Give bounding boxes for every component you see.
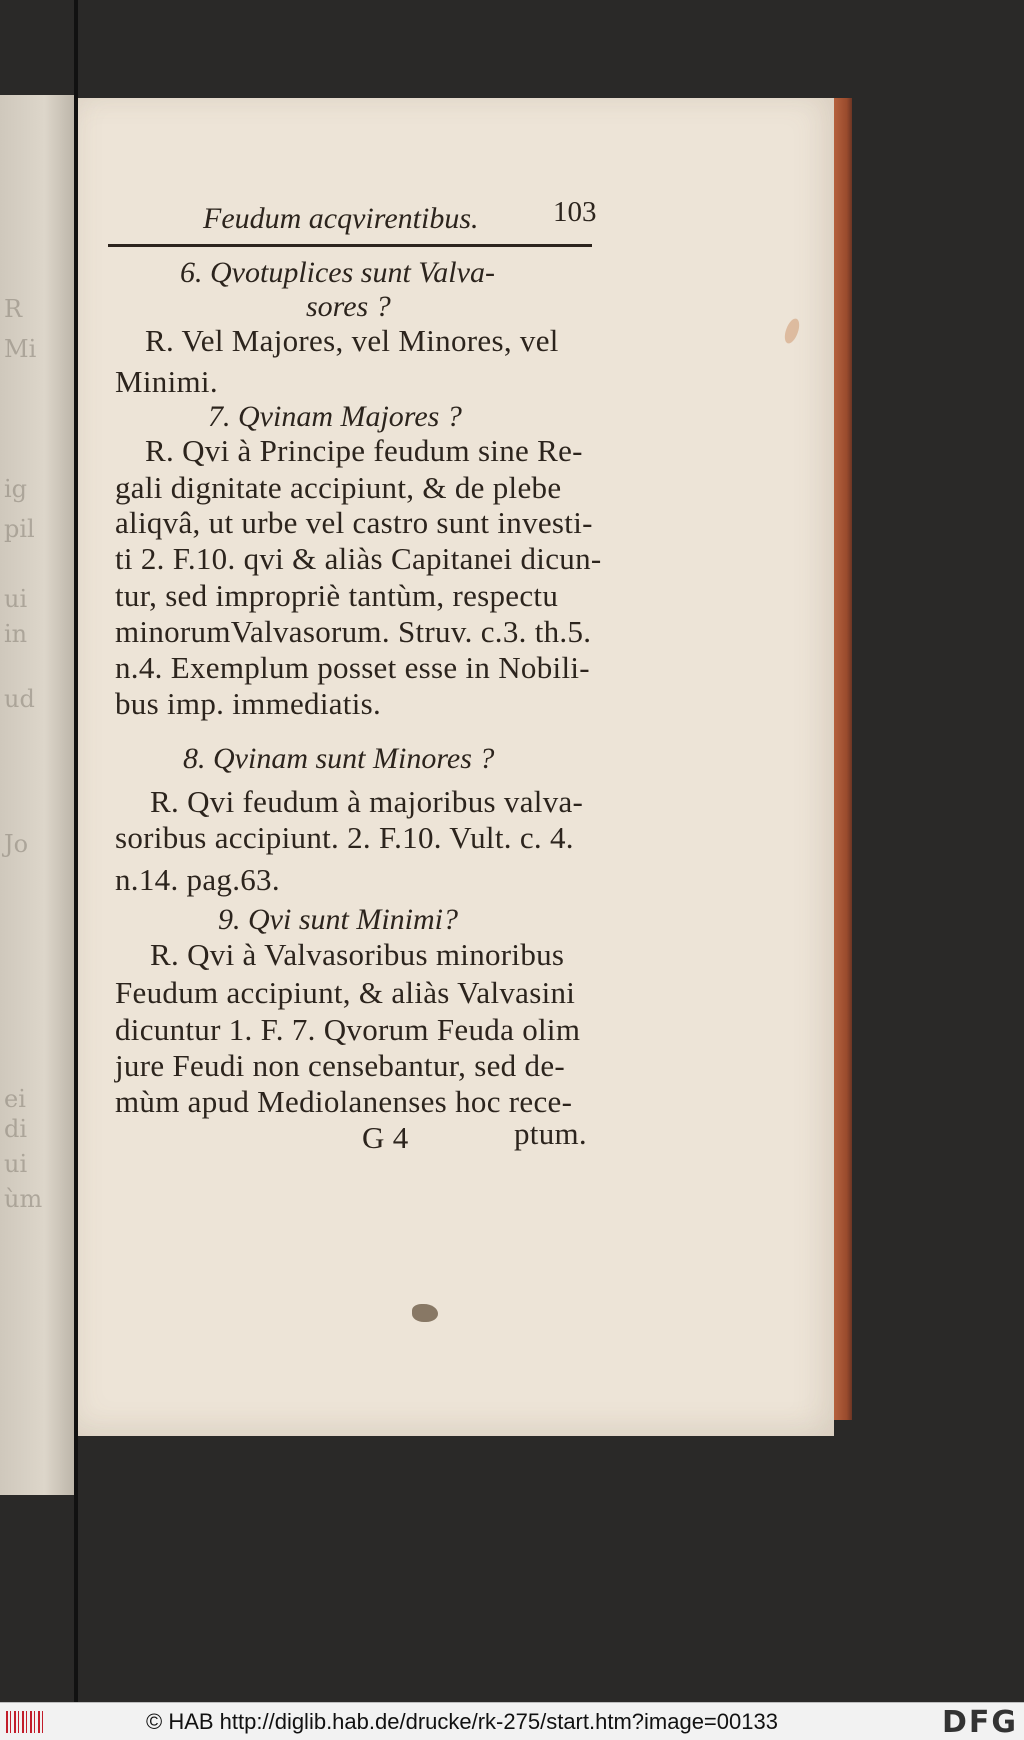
ink-smudge [412, 1304, 438, 1322]
dfg-logo: DFG [941, 1705, 1018, 1740]
ghost-text: di [4, 1115, 28, 1143]
red-page-edge [834, 98, 852, 1420]
signature-mark: G 4 [362, 1120, 409, 1155]
running-head: Feudum acqvirentibus. [203, 202, 479, 235]
text-line: bus imp. immediatis. [115, 686, 382, 721]
header-rule [108, 244, 592, 247]
question-9: 9. Qvi sunt Minimi? [218, 903, 458, 936]
text-line: jure Feudi non censebantur, sed de- [115, 1048, 566, 1083]
ghost-text: ei [4, 1085, 26, 1113]
text-line: R. Qvi feudum à majoribus valva- [150, 784, 584, 819]
text-line: ti 2. F.10. qvi & aliàs Capitanei dicun- [115, 541, 602, 576]
ghost-text: ùm [4, 1185, 43, 1213]
text-line: R. Vel Majores, vel Minores, vel [145, 323, 559, 358]
ghost-text: Jo [4, 830, 29, 858]
text-line: R. Qvi à Principe feudum sine Re- [145, 433, 583, 468]
text-line: tur, sed impropriè tantùm, respectu [115, 578, 559, 613]
ghost-text: pil [4, 515, 35, 543]
text-line: aliqvâ, ut urbe vel castro sunt investi- [115, 505, 593, 540]
text-line: mùm apud Mediolanenses hoc rece- [115, 1084, 573, 1119]
ghost-text: ui [4, 585, 28, 613]
ghost-text: Mi [4, 335, 37, 363]
page-number: 103 [553, 196, 597, 228]
ghost-text: in [4, 620, 28, 648]
question-8: 8. Qvinam sunt Minores ? [183, 742, 495, 775]
previous-page-edge [0, 95, 74, 1495]
ghost-text: ui [4, 1150, 28, 1178]
ghost-text: R [4, 295, 23, 323]
text-line: gali dignitate accipiunt, & de plebe [115, 470, 562, 505]
text-line: Minimi. [115, 364, 218, 399]
source-credit: © HAB http://diglib.hab.de/drucke/rk-275/start.htm?image=00133 [146, 1709, 778, 1734]
text-line: dicuntur 1. F. 7. Qvorum Feuda olim [115, 1012, 581, 1047]
question-6-cont: sores ? [306, 290, 391, 323]
catchword: ptum. [514, 1116, 587, 1151]
text-line: Feudum accipiunt, & aliàs Valvasini [115, 975, 576, 1010]
barcode-icon [6, 1711, 46, 1733]
text-line: n.4. Exemplum posset esse in Nobili- [115, 650, 590, 685]
question-6: 6. Qvotuplices sunt Valva- [180, 256, 495, 289]
text-line: R. Qvi à Valvasoribus minoribus [150, 937, 565, 972]
text-line: n.14. pag.63. [115, 862, 280, 897]
text-line: minorumValvasorum. Struv. c.3. th.5. [115, 614, 592, 649]
ghost-text: ud [4, 685, 35, 713]
question-7: 7. Qvinam Majores ? [208, 400, 462, 433]
footer-bar [0, 1702, 1024, 1740]
ghost-text: ig [4, 475, 28, 503]
text-line: soribus accipiunt. 2. F.10. Vult. c. 4. [115, 820, 574, 855]
